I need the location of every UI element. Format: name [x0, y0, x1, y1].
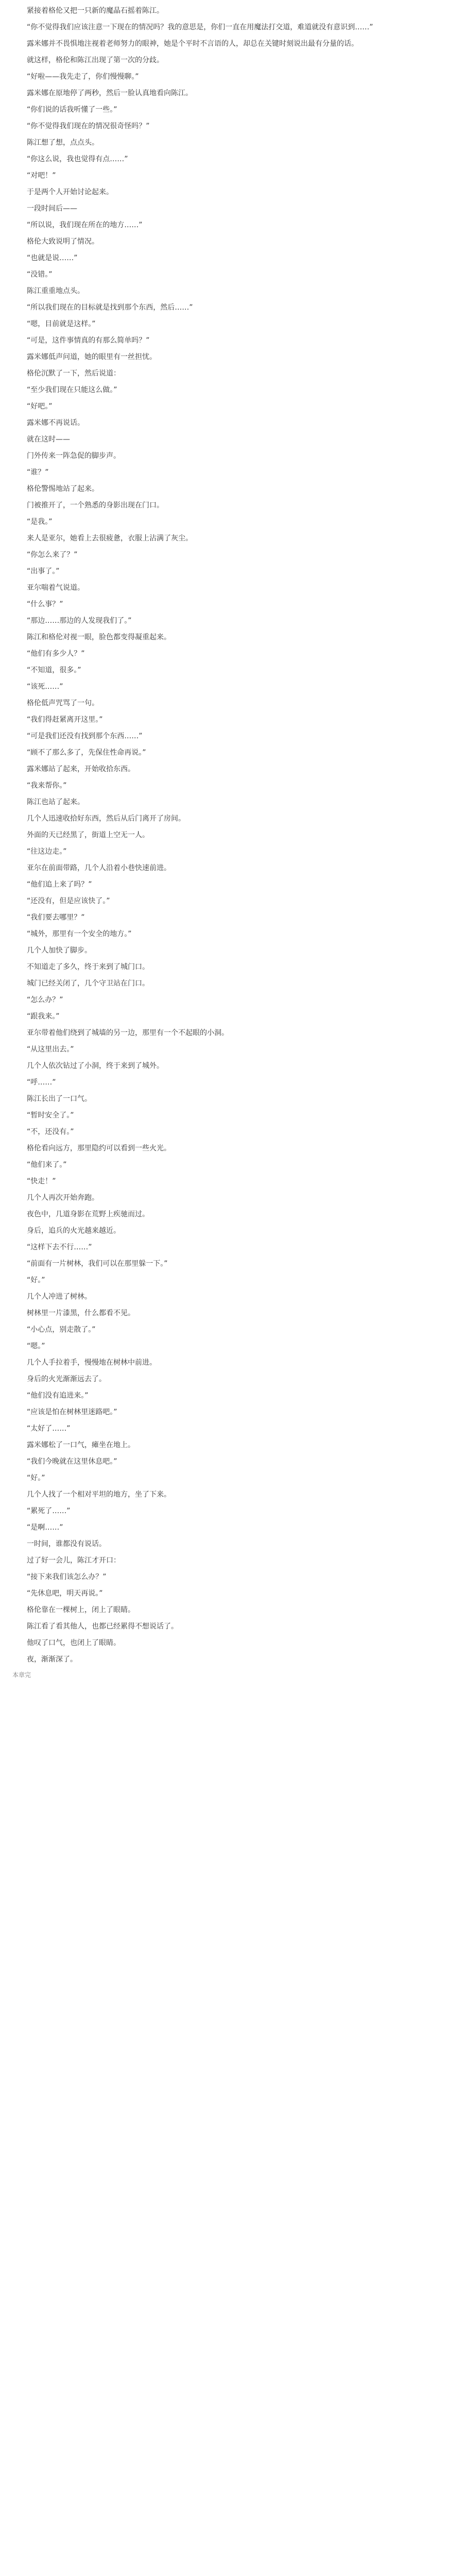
paragraph: “小心点，别走散了。” — [27, 1326, 96, 1334]
paragraph: 几个人迅速收拾好东西，然后从后门离开了房间。 — [27, 815, 185, 823]
paragraph: 城门已经关闭了，几个守卫站在门口。 — [27, 979, 149, 988]
paragraph: 亚尔带着他们绕到了城墙的另一边，那里有一个不起眼的小洞。 — [27, 1029, 229, 1037]
paragraph: “前面有一片树林，我们可以在那里躲一下。” — [27, 1260, 168, 1268]
paragraph: 不知道走了多久，终于来到了城门口。 — [27, 963, 149, 971]
paragraph: 几个人冲进了树林。 — [27, 1293, 92, 1301]
paragraph: “跟我来。” — [27, 1012, 60, 1021]
paragraph: “嗯。” — [27, 1342, 45, 1350]
paragraph: 格伦警惕地站了起来。 — [27, 485, 99, 493]
paragraph: “我们要去哪里？” — [27, 913, 85, 922]
paragraph: “先休息吧，明天再说。” — [27, 1589, 103, 1598]
paragraph: “你们说的话我听懂了一些。” — [27, 106, 117, 114]
paragraph: 陈江也站了起来。 — [27, 798, 84, 806]
paragraph: “他们来了。” — [27, 1161, 67, 1169]
paragraph: 几个人找了一个相对平坦的地方，坐了下来。 — [27, 1490, 171, 1499]
paragraph: 就这样，格伦和陈江出现了第一次的分歧。 — [27, 56, 164, 64]
paragraph: “对吧！” — [27, 172, 56, 180]
paragraph: “也就是说……” — [27, 254, 78, 262]
paragraph: “还没有，但是应该快了。” — [27, 897, 110, 905]
paragraph: 亚尔喘着气说道。 — [27, 584, 84, 592]
paragraph: 一段时间后—— — [27, 205, 77, 213]
paragraph: “所以说，我们现在所在的地方……” — [27, 221, 143, 229]
paragraph: 露米娜并不畏惧地注视着老师努力的眼神，她是个平时不言语的人，却总在关键时刻说出最有分量的话。 — [27, 40, 358, 48]
paragraph: “你怎么来了？” — [27, 551, 78, 559]
paragraph: 过了好一会儿，陈江才开口： — [27, 1556, 120, 1565]
paragraph: 露米娜站了起来，开始收拾东西。 — [27, 765, 135, 773]
paragraph: 一时间，谁都没有说话。 — [27, 1540, 106, 1548]
paragraph: 门外传来一阵急促的脚步声。 — [27, 452, 120, 460]
paragraph: “没错。” — [27, 270, 53, 279]
paragraph: “谁？” — [27, 468, 49, 477]
paragraph: “太好了……” — [27, 1425, 71, 1433]
paragraph: 夜色中，几道身影在荒野上疾驰而过。 — [27, 1210, 149, 1218]
paragraph: “接下来我们该怎么办？” — [27, 1573, 107, 1581]
paragraph: 陈江长出了一口气。 — [27, 1095, 92, 1103]
paragraph: 他叹了口气，也闭上了眼睛。 — [27, 1639, 120, 1647]
paragraph: 身后的火光渐渐远去了。 — [27, 1375, 106, 1383]
paragraph: “怎么办？” — [27, 996, 63, 1004]
paragraph: “好啦——我先走了，你们慢慢聊。” — [27, 73, 139, 81]
paragraph: “可是我们还没有找到那个东西……” — [27, 732, 143, 740]
paragraph: “我来帮你。” — [27, 782, 67, 790]
paragraph: 于是两个人开始讨论起来。 — [27, 188, 113, 196]
paragraph: 身后，追兵的火光越来越近。 — [27, 1227, 120, 1235]
paragraph: “城外，那里有一个安全的地方。” — [27, 930, 132, 938]
paragraph: “我们今晚就在这里休息吧。” — [27, 1458, 117, 1466]
paragraph: “他们有多少人？” — [27, 650, 85, 658]
paragraph: 树林里一片漆黑，什么都看不见。 — [27, 1309, 135, 1317]
paragraph: “是啊……” — [27, 1523, 63, 1532]
paragraph: “你这么说，我也觉得有点……” — [27, 155, 128, 163]
paragraph: “好。” — [27, 1276, 45, 1284]
paragraph: “顾不了那么多了，先保住性命再说。” — [27, 749, 146, 757]
paragraph: “我们得赶紧离开这里。” — [27, 716, 103, 724]
paragraph: 夜，渐渐深了。 — [27, 1655, 77, 1664]
paragraph: 几个人手拉着手，慢慢地在树林中前进。 — [27, 1359, 157, 1367]
paragraph: “可是，这件事情真的有那么简单吗？” — [27, 336, 150, 345]
paragraph: 来人是亚尔，她看上去很疲惫，衣服上沾满了灰尘。 — [27, 534, 193, 543]
paragraph: 门被推开了，一个熟悉的身影出现在门口。 — [27, 501, 164, 510]
paragraph: 露米娜松了一口气，瘫坐在地上。 — [27, 1441, 135, 1449]
paragraph: 陈江想了想，点点头。 — [27, 139, 99, 147]
paragraph: 亚尔在前面带路，几个人沿着小巷快速前进。 — [27, 864, 171, 872]
paragraph: 露米娜不再说话。 — [27, 419, 84, 427]
paragraph: “从这里出去。” — [27, 1045, 74, 1054]
paragraph: 陈江和格伦对视一眼，脸色都变得凝重起来。 — [27, 633, 171, 641]
paragraph: “至少我们现在只能这么做。” — [27, 386, 117, 394]
paragraph: 露米娜低声问道，她的眼里有一丝担忧。 — [27, 353, 157, 361]
paragraph: “快走！” — [27, 1177, 56, 1185]
paragraph: “出事了。” — [27, 567, 60, 575]
paragraph: 格伦沉默了一下，然后说道： — [27, 369, 120, 378]
paragraph: “好。” — [27, 1474, 45, 1482]
paragraph: “往这边走。” — [27, 848, 67, 856]
paragraph: “你不觉得我们应该注意一下现在的情况吗？我的意思是，你们一直在用魔法打交道，难道就没有意识到……” — [27, 23, 373, 31]
paragraph: “嗯，目前就是这样。” — [27, 320, 96, 328]
paragraph: “你不觉得我们现在的情况很奇怪吗？” — [27, 122, 150, 130]
paragraph: 格伦看向远方，那里隐约可以看到一些火光。 — [27, 1144, 171, 1153]
paragraph: “是我。” — [27, 518, 53, 526]
paragraph: “所以我们现在的目标就是找到那个东西，然后……” — [27, 303, 193, 312]
paragraph: “好吧。” — [27, 402, 53, 411]
paragraph: 就在这时—— — [27, 435, 70, 444]
paragraph: “不，还没有。” — [27, 1128, 74, 1136]
paragraph: 紧接着格伦又把一只新的魔晶石摇着陈江。 — [27, 7, 164, 15]
paragraph: “呼……” — [27, 1078, 56, 1087]
paragraph: “累死了……” — [27, 1507, 71, 1515]
paragraph: 格伦大致说明了情况。 — [27, 238, 99, 246]
paragraph: “他们追上来了吗？” — [27, 880, 92, 889]
paragraph: 格伦靠在一棵树上，闭上了眼睛。 — [27, 1606, 135, 1614]
paragraph: 几个人加快了脚步。 — [27, 946, 92, 955]
paragraph: 几个人再次开始奔跑。 — [27, 1194, 99, 1202]
paragraph: 格伦低声咒骂了一句。 — [27, 699, 99, 707]
paragraph: “这样下去不行……” — [27, 1243, 92, 1251]
paragraph: “应该是怕在树林里迷路吧。” — [27, 1408, 117, 1416]
paragraph: 外面的天已经黑了，街道上空无一人。 — [27, 831, 149, 839]
paragraph: “那边……那边的人发现我们了。” — [27, 617, 132, 625]
paragraph: “该死……” — [27, 683, 63, 691]
paragraph: 陈江重重地点头。 — [27, 287, 84, 295]
paragraph: 露米娜在原地停了两秒，然后一脸认真地看向陈江。 — [27, 89, 193, 97]
footer-note: 本章完 — [12, 1671, 31, 1679]
paragraph: “什么事？” — [27, 600, 63, 608]
paragraph: “暂时安全了。” — [27, 1111, 74, 1120]
paragraph: “他们没有追进来。” — [27, 1392, 89, 1400]
paragraph: 几个人依次钻过了小洞，终于来到了城外。 — [27, 1062, 164, 1070]
paragraph: 陈江看了看其他人，也都已经累得不想说话了。 — [27, 1622, 178, 1631]
paragraph: “不知道，很多。” — [27, 666, 81, 674]
